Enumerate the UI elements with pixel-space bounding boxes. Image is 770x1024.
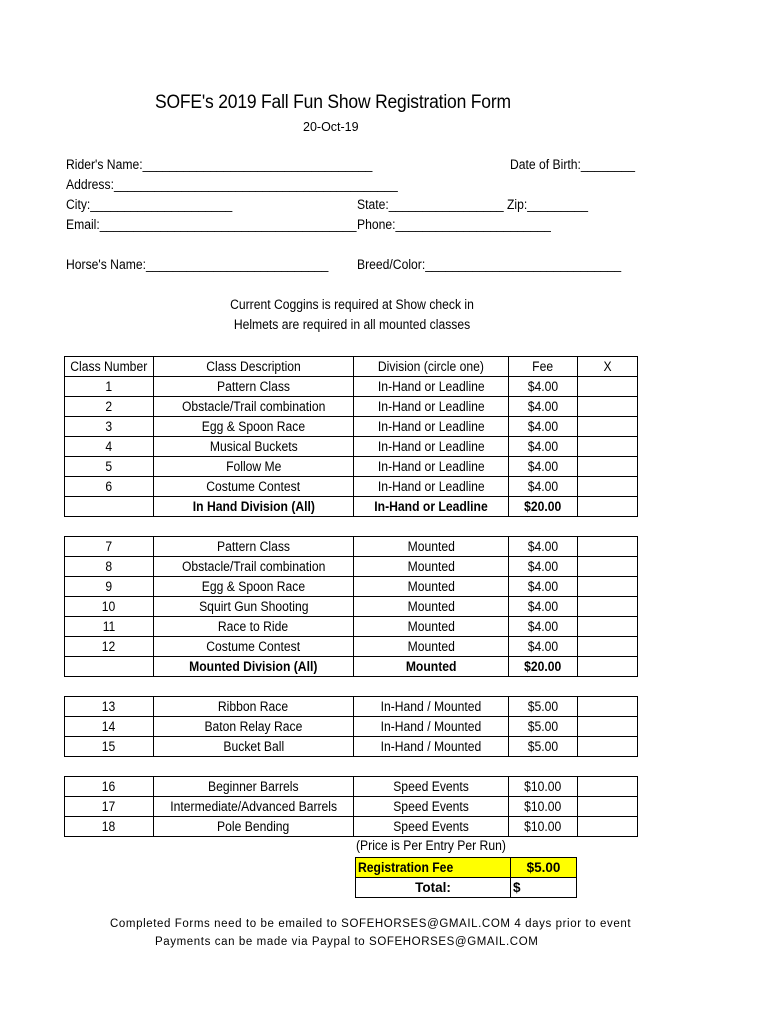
table-row <box>65 697 638 717</box>
class-description-cell: Intermediate/Advanced Barrels <box>154 797 354 817</box>
class-description-cell: Bucket Ball <box>154 737 354 757</box>
table-row <box>65 777 638 797</box>
fee-cell: $5.00 <box>509 737 578 757</box>
division-total-row <box>65 497 638 517</box>
class-number-cell: 16 <box>65 777 154 797</box>
class-table-4 <box>64 776 638 837</box>
select-x-cell[interactable]: X <box>578 357 638 377</box>
class-table-1 <box>64 356 638 517</box>
price-note: (Price is Per Entry Per Run) <box>356 838 506 853</box>
address-field[interactable]: Address:__________________________________________ <box>66 177 398 192</box>
division-cell: In-Hand or Leadline <box>354 457 509 477</box>
select-x-cell[interactable] <box>578 637 638 657</box>
registration-fee-value: $5.00 <box>511 858 577 878</box>
class-description-cell: Costume Contest <box>154 477 354 497</box>
total-value[interactable]: $ <box>511 878 577 898</box>
table-row <box>65 437 638 457</box>
division-cell: In-Hand or Leadline <box>354 397 509 417</box>
division-cell: Speed Events <box>354 817 509 837</box>
select-x-cell[interactable] <box>578 437 638 457</box>
fee-cell: $10.00 <box>509 797 578 817</box>
date-of-birth-label: Date of Birth: <box>510 157 581 172</box>
total-label: Total: <box>356 878 511 898</box>
fee-cell: $4.00 <box>509 617 578 637</box>
class-number-cell: 6 <box>65 477 154 497</box>
fee-cell: $4.00 <box>509 457 578 477</box>
class-number-cell: 2 <box>65 397 154 417</box>
division-cell: Mounted <box>354 617 509 637</box>
table-row <box>65 557 638 577</box>
division-cell: In-Hand or Leadline <box>354 437 509 457</box>
helmets-note: Helmets are required in all mounted classes <box>233 317 471 332</box>
select-x-cell[interactable] <box>578 817 638 837</box>
table-row <box>65 537 638 557</box>
fee-cell: $10.00 <box>509 777 578 797</box>
class-number-cell: 15 <box>65 737 154 757</box>
class-number-cell <box>65 657 154 677</box>
division-cell: Mounted <box>354 537 509 557</box>
class-number-cell: 8 <box>65 557 154 577</box>
division-cell: Speed Events <box>354 777 509 797</box>
select-x-cell[interactable] <box>578 797 638 817</box>
class-description-cell: Race to Ride <box>154 617 354 637</box>
table-row <box>65 577 638 597</box>
class-number-cell: 17 <box>65 797 154 817</box>
table-row <box>65 737 638 757</box>
class-number-cell: 18 <box>65 817 154 837</box>
select-x-cell[interactable] <box>578 617 638 637</box>
class-number-cell: 12 <box>65 637 154 657</box>
division-cell: In-Hand / Mounted <box>354 717 509 737</box>
division-cell: Mounted <box>354 637 509 657</box>
fee-cell: $4.00 <box>509 597 578 617</box>
division-cell: Mounted <box>354 597 509 617</box>
fee-cell: $4.00 <box>509 637 578 657</box>
select-x-cell[interactable] <box>578 697 638 717</box>
select-x-cell[interactable] <box>578 577 638 597</box>
select-x-cell[interactable] <box>578 457 638 477</box>
select-x-cell[interactable] <box>578 597 638 617</box>
footer-payment-note: Payments can be made via Paypal to SOFEHORSES@GMAIL.COM <box>155 936 539 948</box>
class-description-cell: Follow Me <box>154 457 354 477</box>
total-row <box>356 878 577 898</box>
class-description-cell: Class Description <box>154 357 354 377</box>
state-zip-field[interactable]: State:_________________ Zip:_________ <box>357 197 589 212</box>
class-description-cell: Baton Relay Race <box>154 717 354 737</box>
email-field[interactable]: Email:______________________________________ <box>66 217 357 232</box>
division-cell: Mounted <box>354 577 509 597</box>
table-row <box>65 377 638 397</box>
form-date: 20-Oct-19 <box>303 120 359 134</box>
date-of-birth-field[interactable] <box>510 157 635 172</box>
division-cell: In-Hand or Leadline <box>354 417 509 437</box>
table-row <box>65 417 638 437</box>
class-description-cell: Pattern Class <box>154 377 354 397</box>
select-x-cell[interactable] <box>578 657 638 677</box>
fee-cell: $5.00 <box>509 697 578 717</box>
table-row <box>65 457 638 477</box>
class-number-cell: 14 <box>65 717 154 737</box>
riders-name-field[interactable]: Rider's Name:__________________________________ <box>66 157 373 172</box>
class-number-cell: 7 <box>65 537 154 557</box>
fee-cell: Fee <box>509 357 578 377</box>
class-description-cell: Mounted Division (All) <box>154 657 354 677</box>
fee-cell: $4.00 <box>509 417 578 437</box>
class-description-cell: Obstacle/Trail combination <box>154 557 354 577</box>
class-description-cell: Egg & Spoon Race <box>154 417 354 437</box>
class-number-cell: 3 <box>65 417 154 437</box>
class-number-cell: 1 <box>65 377 154 397</box>
class-description-cell: Obstacle/Trail combination <box>154 397 354 417</box>
division-cell: Speed Events <box>354 797 509 817</box>
class-description-cell: Costume Contest <box>154 637 354 657</box>
select-x-cell[interactable] <box>578 557 638 577</box>
select-x-cell[interactable] <box>578 417 638 437</box>
class-description-cell: Pole Bending <box>154 817 354 837</box>
select-x-cell[interactable] <box>578 777 638 797</box>
horses-name-field[interactable]: Horse's Name:___________________________ <box>66 257 329 272</box>
select-x-cell[interactable] <box>578 717 638 737</box>
class-description-cell: Pattern Class <box>154 537 354 557</box>
fee-cell: $20.00 <box>509 657 578 677</box>
division-cell: In-Hand or Leadline <box>354 477 509 497</box>
registration-fee-label: Registration Fee <box>356 858 511 878</box>
footer-email-note: Completed Forms need to be emailed to SOFEHORSES@GMAIL.COM 4 days prior to event <box>110 918 632 930</box>
class-number-cell <box>65 497 154 517</box>
select-x-cell[interactable] <box>578 397 638 417</box>
class-description-cell: Egg & Spoon Race <box>154 577 354 597</box>
class-description-cell: Squirt Gun Shooting <box>154 597 354 617</box>
fee-cell: $20.00 <box>509 497 578 517</box>
division-cell: In-Hand / Mounted <box>354 737 509 757</box>
table-row <box>65 797 638 817</box>
table-row <box>65 637 638 657</box>
fee-cell: $4.00 <box>509 377 578 397</box>
fee-cell: $10.00 <box>509 817 578 837</box>
class-table-3 <box>64 696 638 757</box>
class-number-cell: 11 <box>65 617 154 637</box>
fee-cell: $5.00 <box>509 717 578 737</box>
division-cell: In-Hand / Mounted <box>354 697 509 717</box>
city-field[interactable]: City:_____________________ <box>66 197 233 212</box>
fee-cell: $4.00 <box>509 577 578 597</box>
class-number-cell: Class Number <box>65 357 154 377</box>
fee-cell: $4.00 <box>509 557 578 577</box>
select-x-cell[interactable] <box>578 377 638 397</box>
fee-cell: $4.00 <box>509 437 578 457</box>
class-number-cell: 4 <box>65 437 154 457</box>
division-cell: Division (circle one) <box>354 357 509 377</box>
class-description-cell: Ribbon Race <box>154 697 354 717</box>
registration-fee-row <box>356 858 577 878</box>
division-total-row <box>65 657 638 677</box>
division-cell: In-Hand or Leadline <box>354 377 509 397</box>
class-number-cell: 10 <box>65 597 154 617</box>
select-x-cell[interactable] <box>578 497 638 517</box>
class-number-cell: 9 <box>65 577 154 597</box>
table-row <box>65 477 638 497</box>
select-x-cell[interactable] <box>578 537 638 557</box>
table-row <box>65 617 638 637</box>
fee-cell: $4.00 <box>509 397 578 417</box>
phone-field[interactable]: Phone:_______________________ <box>357 217 551 232</box>
select-x-cell[interactable] <box>578 477 638 497</box>
class-description-cell: In Hand Division (All) <box>154 497 354 517</box>
fee-cell: $4.00 <box>509 537 578 557</box>
form-title: SOFE's 2019 Fall Fun Show Registration Form <box>155 92 511 113</box>
table-row <box>65 717 638 737</box>
coggins-note: Current Coggins is required at Show check in <box>230 297 474 312</box>
class-number-cell: 5 <box>65 457 154 477</box>
class-number-cell: 13 <box>65 697 154 717</box>
select-x-cell[interactable] <box>578 737 638 757</box>
division-cell: Mounted <box>354 657 509 677</box>
table-row <box>65 597 638 617</box>
table-row <box>65 817 638 837</box>
class-description-cell: Beginner Barrels <box>154 777 354 797</box>
class-description-cell: Musical Buckets <box>154 437 354 457</box>
breed-color-field[interactable]: Breed/Color:_____________________________ <box>357 257 622 272</box>
table-row <box>65 397 638 417</box>
division-cell: In-Hand or Leadline <box>354 497 509 517</box>
table-header-row <box>65 357 638 377</box>
division-cell: Mounted <box>354 557 509 577</box>
class-table-2 <box>64 536 638 677</box>
date-of-birth-blank[interactable]: ________ <box>580 157 635 172</box>
fee-summary <box>355 857 577 898</box>
fee-cell: $4.00 <box>509 477 578 497</box>
